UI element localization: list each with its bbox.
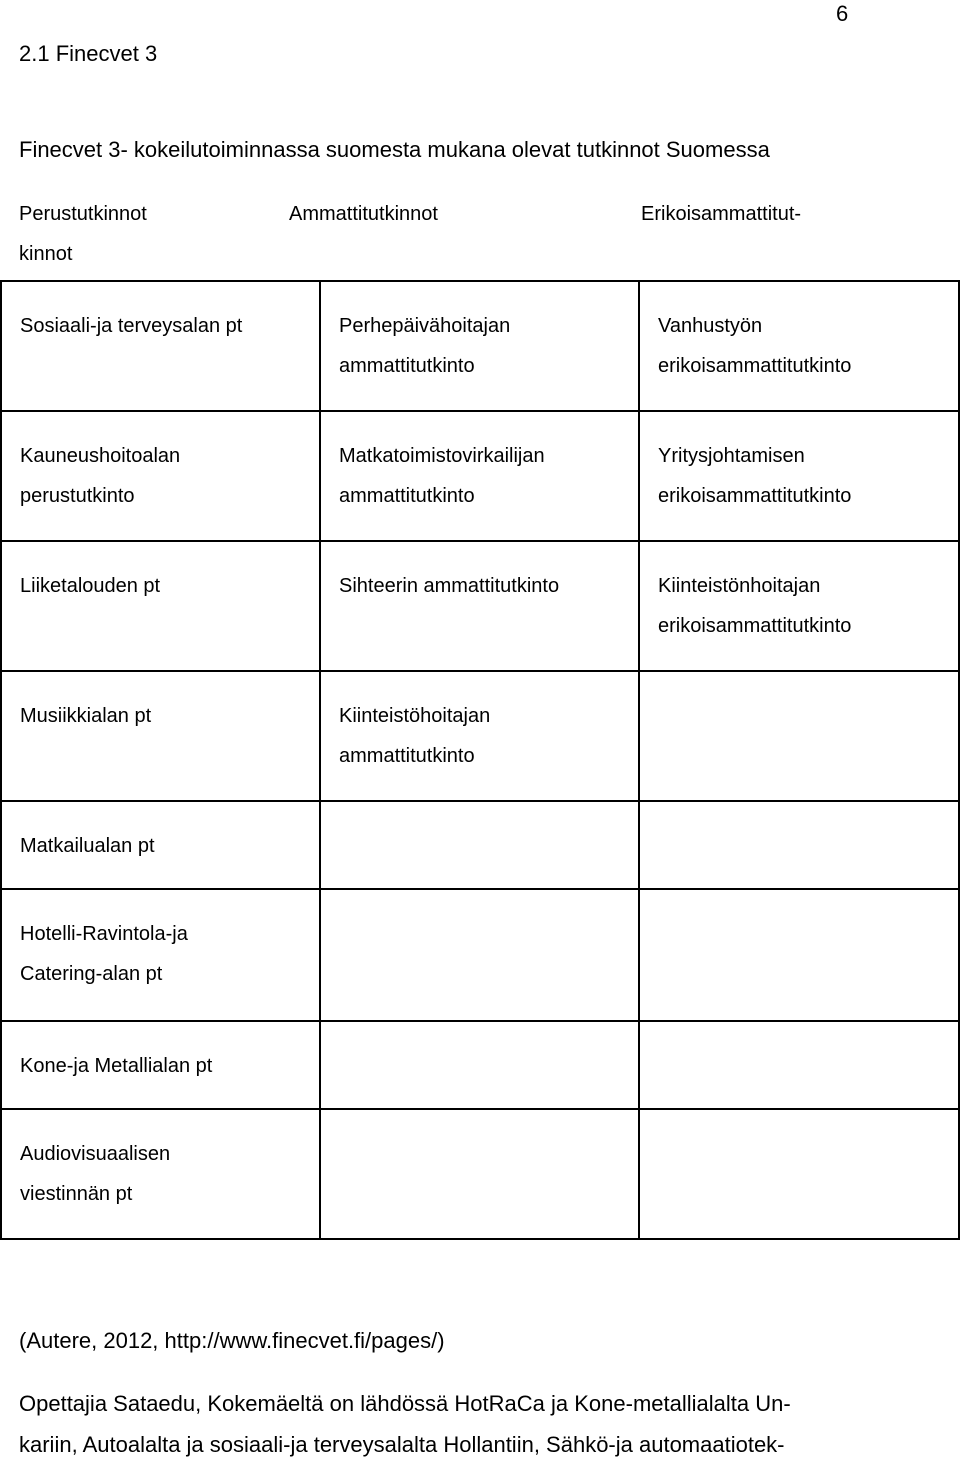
table-row [1,889,959,1021]
cell-text: erikoisammattitutkinto [658,615,852,637]
cell-text: Liiketalouden pt [20,575,161,597]
table-row [1,1021,959,1109]
cell-text: Kiinteistöhoitajan [339,705,491,727]
table-cell [1,411,320,541]
qualifications-table [0,280,960,1240]
table-cell [639,541,959,671]
table-row [1,1109,959,1239]
table-cell [1,671,320,801]
table-caption: Finecvet 3- kokeilutoiminnassa suomesta mukana olevat tutkinnot Suomessa [19,137,770,162]
cell-text: Yritysjohtamisen [658,445,805,467]
cell-text: Vanhustyön [658,315,763,337]
cell-text: ammattitutkinto [339,745,475,767]
cell-text: Musiikkialan pt [20,705,152,727]
source-citation: (Autere, 2012, http://www.finecvet.fi/pages/) [19,1328,445,1353]
table-row [1,671,959,801]
table-cell [639,1021,959,1109]
table-cell [639,1109,959,1239]
cell-text: viestinnän pt [20,1183,133,1205]
table-cell [320,281,639,411]
cell-text: Audiovisuaalisen [20,1143,171,1165]
cell-text: Matkatoimistovirkailijan [339,445,545,467]
cell-text: erikoisammattitutkinto [658,355,852,377]
cell-text: erikoisammattitutkinto [658,485,852,507]
body-paragraph-line-2: kariin, Autoalalta ja sosiaali-ja terveysalalta Hollantiin, Sähkö-ja automaatiotek- [19,1432,785,1457]
table-cell [639,801,959,889]
table-cell [1,541,320,671]
table-cell [320,541,639,671]
cell-text: Hotelli-Ravintola-ja [20,923,188,945]
cell-text: perustutkinto [20,485,135,507]
table-cell [1,1109,320,1239]
cell-text: ammattitutkinto [339,355,475,377]
table-row [1,411,959,541]
cell-text: Kone-ja Metallialan pt [20,1055,213,1077]
table-cell [1,801,320,889]
cell-text: Sihteerin ammattitutkinto [339,575,560,597]
body-paragraph-line-1: Opettajia Sataedu, Kokemäeltä on lähdössä HotRaCa ja Kone-metallialalta Un- [19,1391,791,1416]
page-number: 6 [836,1,849,26]
table-row [1,281,959,411]
column-header-ammattitutkinnot: Ammattitutkinnot [289,203,438,225]
table-cell [1,281,320,411]
column-header-perustutkinnot: Perustutkinnot [19,203,147,225]
cell-text: Kiinteistönhoitajan [658,575,821,597]
table-cell [320,1021,639,1109]
table-cell [1,889,320,1021]
table-cell [320,801,639,889]
column-header-wrap: kinnot [19,243,73,265]
column-header-erikoisammattitutkinnot: Erikoisammattitut- [641,203,802,225]
table-cell [639,889,959,1021]
table-cell [639,671,959,801]
cell-text: Matkailualan pt [20,835,155,857]
cell-text: Sosiaali-ja terveysalan pt [20,315,243,337]
table-cell [320,1109,639,1239]
table-cell [639,411,959,541]
table-row [1,801,959,889]
table-row [1,541,959,671]
cell-text: Kauneushoitoalan [20,445,181,467]
table-cell [320,671,639,801]
cell-text: Perhepäivähoitajan [339,315,511,337]
table-cell [320,411,639,541]
table-cell [320,889,639,1021]
cell-text: ammattitutkinto [339,485,475,507]
section-heading: 2.1 Finecvet 3 [19,41,158,66]
cell-text: Catering-alan pt [20,963,163,985]
table-cell [1,1021,320,1109]
table-cell [639,281,959,411]
